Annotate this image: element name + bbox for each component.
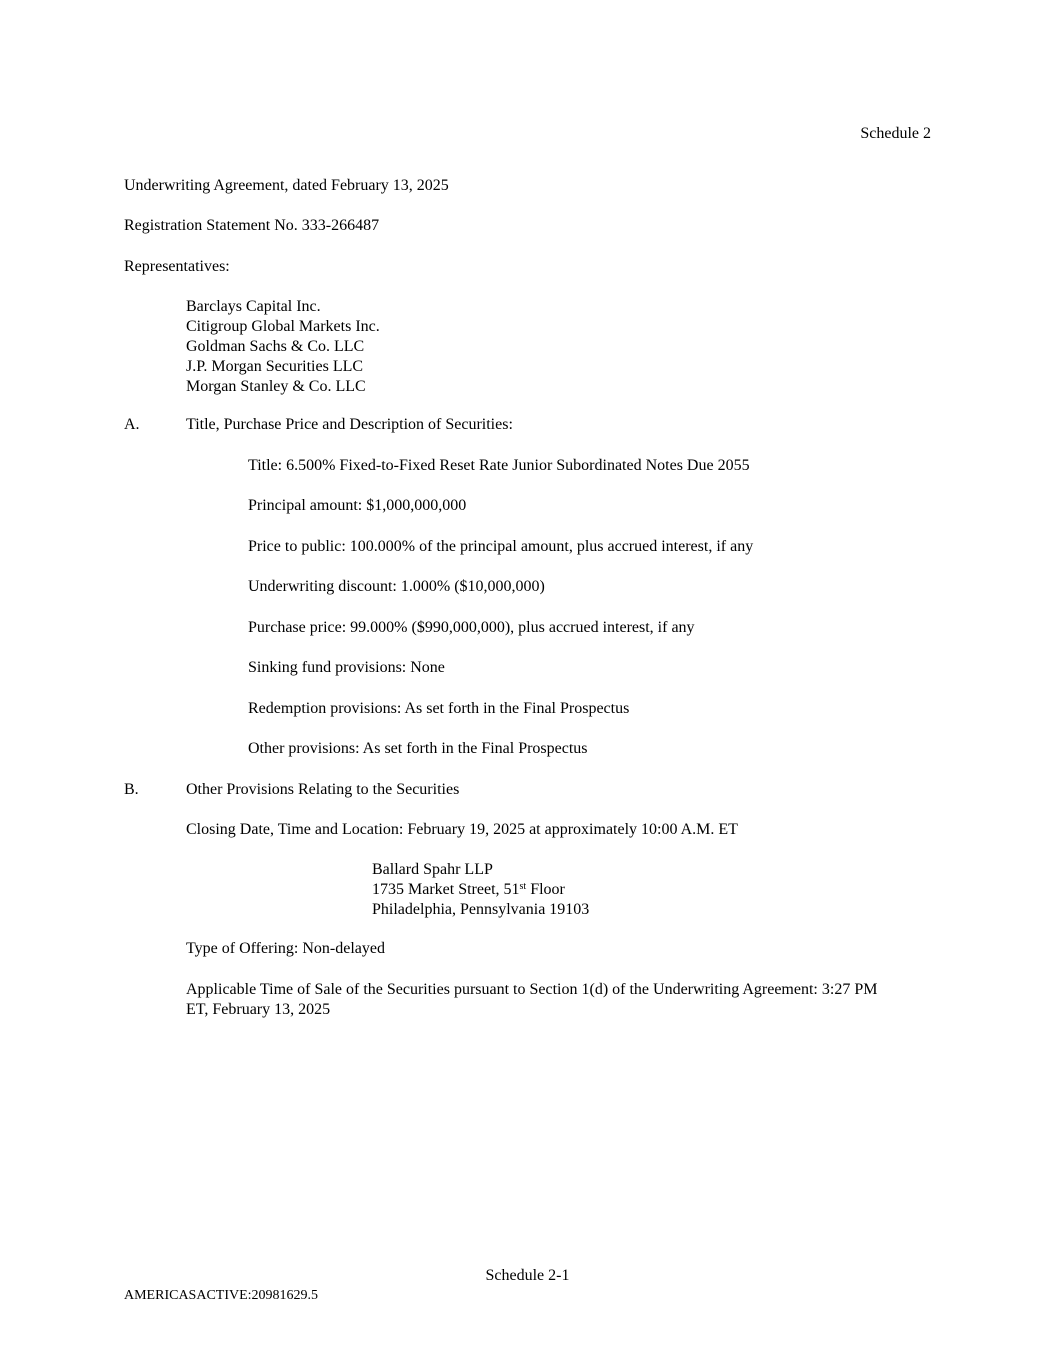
representatives-label: Representatives: (124, 258, 230, 275)
representative-name: Citigroup Global Markets Inc. (186, 318, 380, 335)
representative-name: J.P. Morgan Securities LLC (186, 358, 364, 375)
closing-location-address (372, 860, 589, 920)
section-b-letter: B. (124, 781, 139, 798)
address-firm: Ballard Spahr LLP (372, 861, 493, 878)
registration-line: Registration Statement No. 333-266487 (124, 217, 380, 234)
type-of-offering: Type of Offering: Non-delayed (186, 940, 385, 957)
section-b-heading: Other Provisions Relating to the Securities (186, 781, 460, 798)
agreement-line: Underwriting Agreement, dated February 13, 2025 (124, 177, 449, 194)
purchase-price: Purchase price: 99.000% ($990,000,000), plus accrued interest, if any (248, 619, 695, 636)
schedule-heading: Schedule 2 (860, 125, 931, 142)
document-id: AMERICASACTIVE:20981629.5 (124, 1288, 319, 1303)
sinking-fund-provisions: Sinking fund provisions: None (248, 659, 445, 676)
address-city: Philadelphia, Pennsylvania 19103 (372, 901, 590, 918)
other-provisions: Other provisions: As set forth in the Final Prospectus (248, 740, 588, 757)
representative-name: Barclays Capital Inc. (186, 298, 321, 315)
time-of-sale-line-2: ET, February 13, 2025 (186, 1001, 331, 1018)
principal-amount: Principal amount: $1,000,000,000 (248, 497, 467, 514)
representative-name: Goldman Sachs & Co. LLC (186, 338, 365, 355)
securities-title: Title: 6.500% Fixed-to-Fixed Reset Rate Junior Subordinated Notes Due 2055 (248, 457, 750, 474)
representative-name: Morgan Stanley & Co. LLC (186, 378, 366, 395)
closing-date-line: Closing Date, Time and Location: February 19, 2025 at approximately 10:00 A.M. ET (186, 821, 738, 838)
page-label: Schedule 2-1 (485, 1267, 570, 1284)
section-a-heading: Title, Purchase Price and Description of Securities: (186, 416, 513, 433)
address-street: 1735 Market Street, 51st Floor (372, 881, 565, 898)
time-of-sale-line-1: Applicable Time of Sale of the Securities pursuant to Section 1(d) of the Underwriting Agreement: 3:27 PM (186, 981, 878, 998)
price-to-public: Price to public: 100.000% of the principal amount, plus accrued interest, if any (248, 538, 754, 555)
representatives-list (186, 297, 380, 397)
underwriting-discount: Underwriting discount: 1.000% ($10,000,000) (248, 578, 545, 595)
section-a-letter: A. (124, 416, 140, 433)
redemption-provisions: Redemption provisions: As set forth in the Final Prospectus (248, 700, 630, 717)
